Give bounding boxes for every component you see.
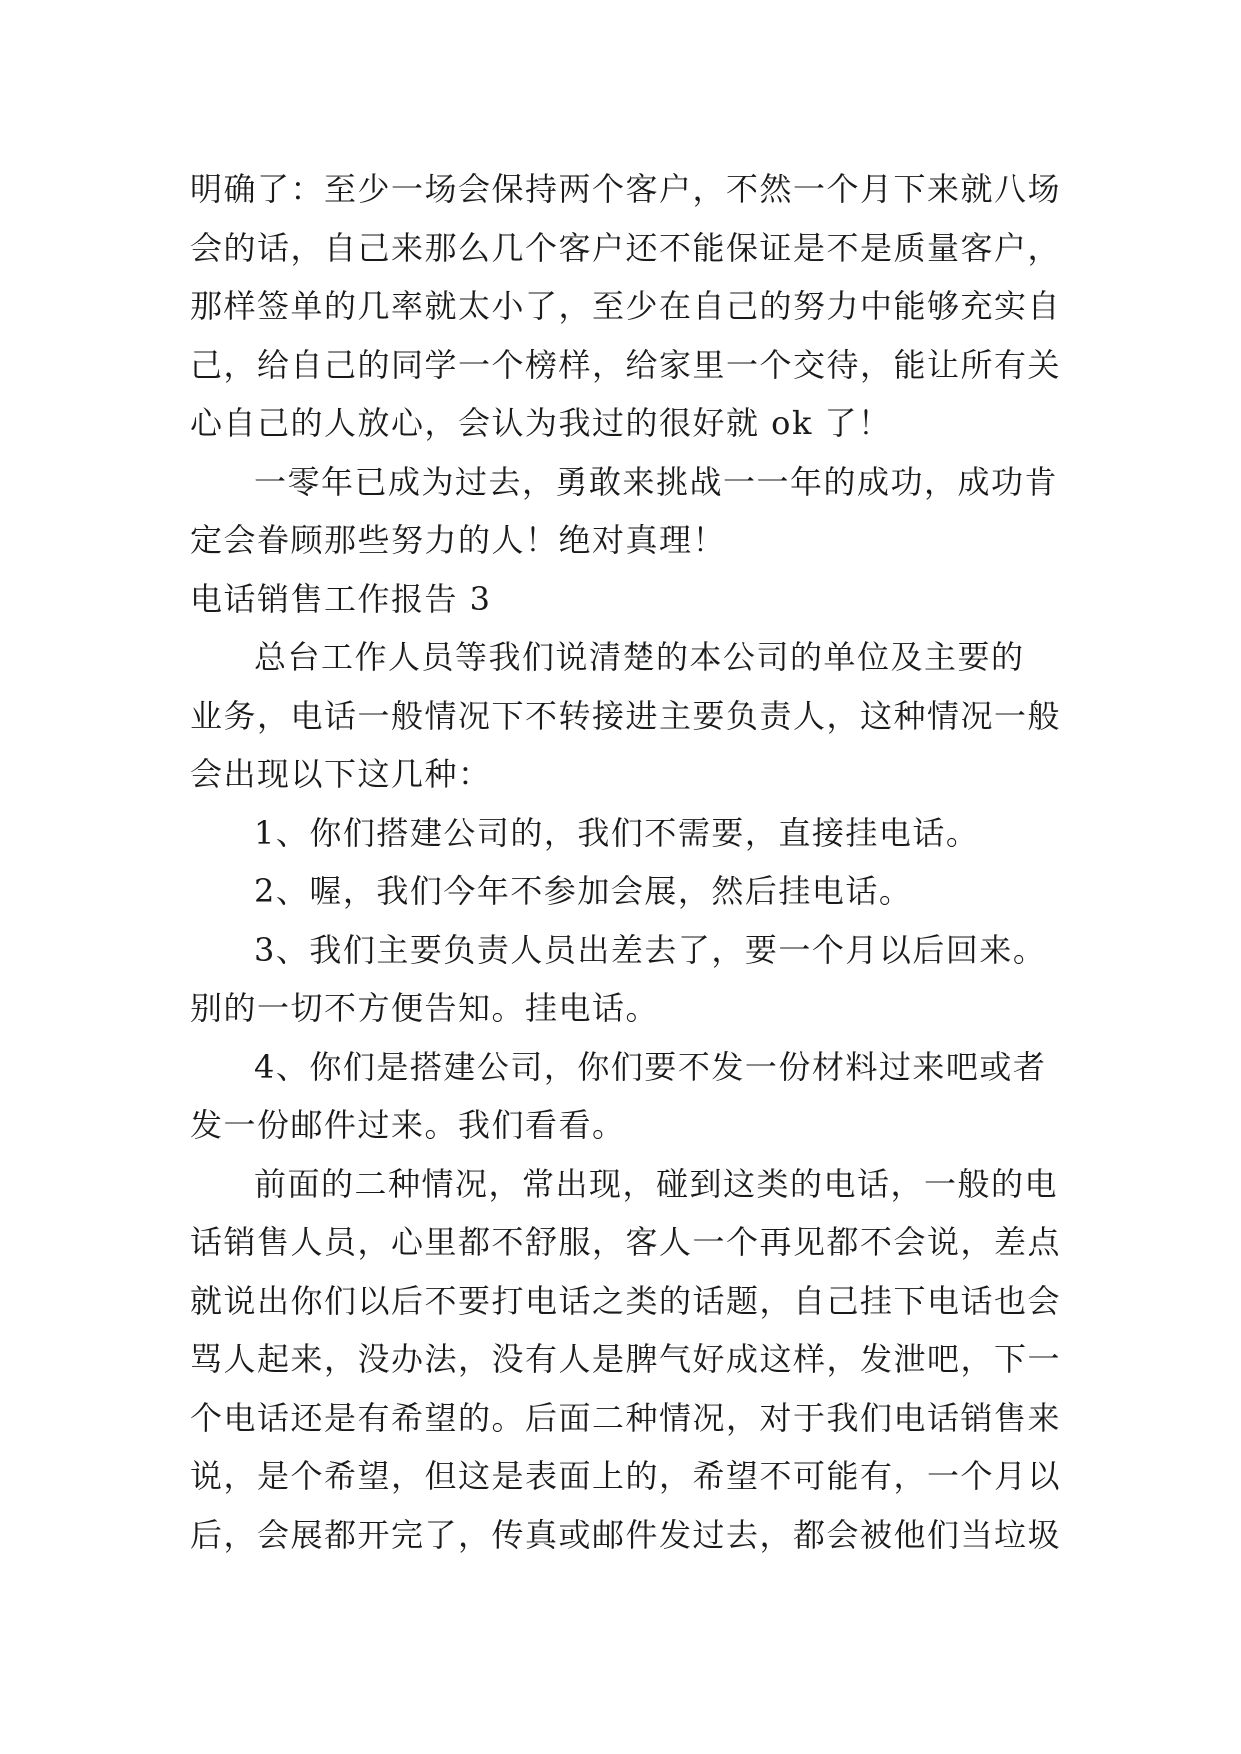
paragraph-first-line: 一零年已成为过去，勇敢来挑战一一年的成功，成功肯 [254, 462, 1059, 501]
text-line: 个电话还是有希望的。后面二种情况，对于我们电话销售来 [190, 1398, 1062, 1437]
text-line: 别的一切不方便告知。挂电话。 [190, 989, 660, 1027]
text-line: 那样签单的几率就太小了，至少在自己的努力中能够充实自 [190, 287, 1062, 325]
text-line: 发一份邮件过来。我们看看。 [190, 1106, 626, 1144]
list-item: 3、我们主要负责人员出差去了，要一个月以后回来。 [254, 930, 1047, 969]
paragraph-first-line: 总台工作人员等我们说清楚的本公司的单位及主要的 [254, 638, 1025, 676]
text-line: 话销售人员，心里都不舒服，客人一个再见都不会说，差点 [190, 1223, 1062, 1261]
list-item: 2、喔，我们今年不参加会展，然后挂电话。 [254, 872, 913, 910]
document-body [190, 160, 1060, 1564]
text-line: 说，是个希望，但这是表面上的，希望不可能有，一个月以 [190, 1457, 1062, 1495]
list-item: 1、你们搭建公司的，我们不需要，直接挂电话。 [254, 813, 980, 852]
text-line: 明确了：至少一场会保持两个客户，不然一个月下来就八场 [190, 170, 1062, 208]
text-line: 己，给自己的同学一个榜样，给家里一个交待，能让所有关 [190, 345, 1062, 384]
text-line: 业务，电话一般情况下不转接进主要负责人，这种情况一般 [190, 696, 1062, 735]
text-line: 骂人起来，没办法，没有人是脾气好成这样，发泄吧，下一 [190, 1340, 1062, 1378]
section-heading: 电话销售工作报告 3 [190, 579, 492, 618]
text-line: 会出现以下这几种： [190, 755, 492, 793]
list-item: 4、你们是搭建公司，你们要不发一份材料过来吧或者 [254, 1047, 1047, 1086]
paragraph-first-line: 前面的二种情况，常出现，碰到这类的电话，一般的电 [254, 1164, 1059, 1203]
text-line: 会的话，自己来那么几个客户还不能保证是不是质量客户， [190, 228, 1062, 267]
text-line: 定会眷顾那些努力的人！绝对真理！ [190, 521, 727, 559]
text-line: 就说出你们以后不要打电话之类的话题，自己挂下电话也会 [190, 1281, 1062, 1320]
text-line: 心自己的人放心，会认为我过的很好就 ok 了！ [190, 404, 892, 442]
text-line: 后，会展都开完了，传真或邮件发过去，都会被他们当垃圾 [190, 1515, 1062, 1554]
